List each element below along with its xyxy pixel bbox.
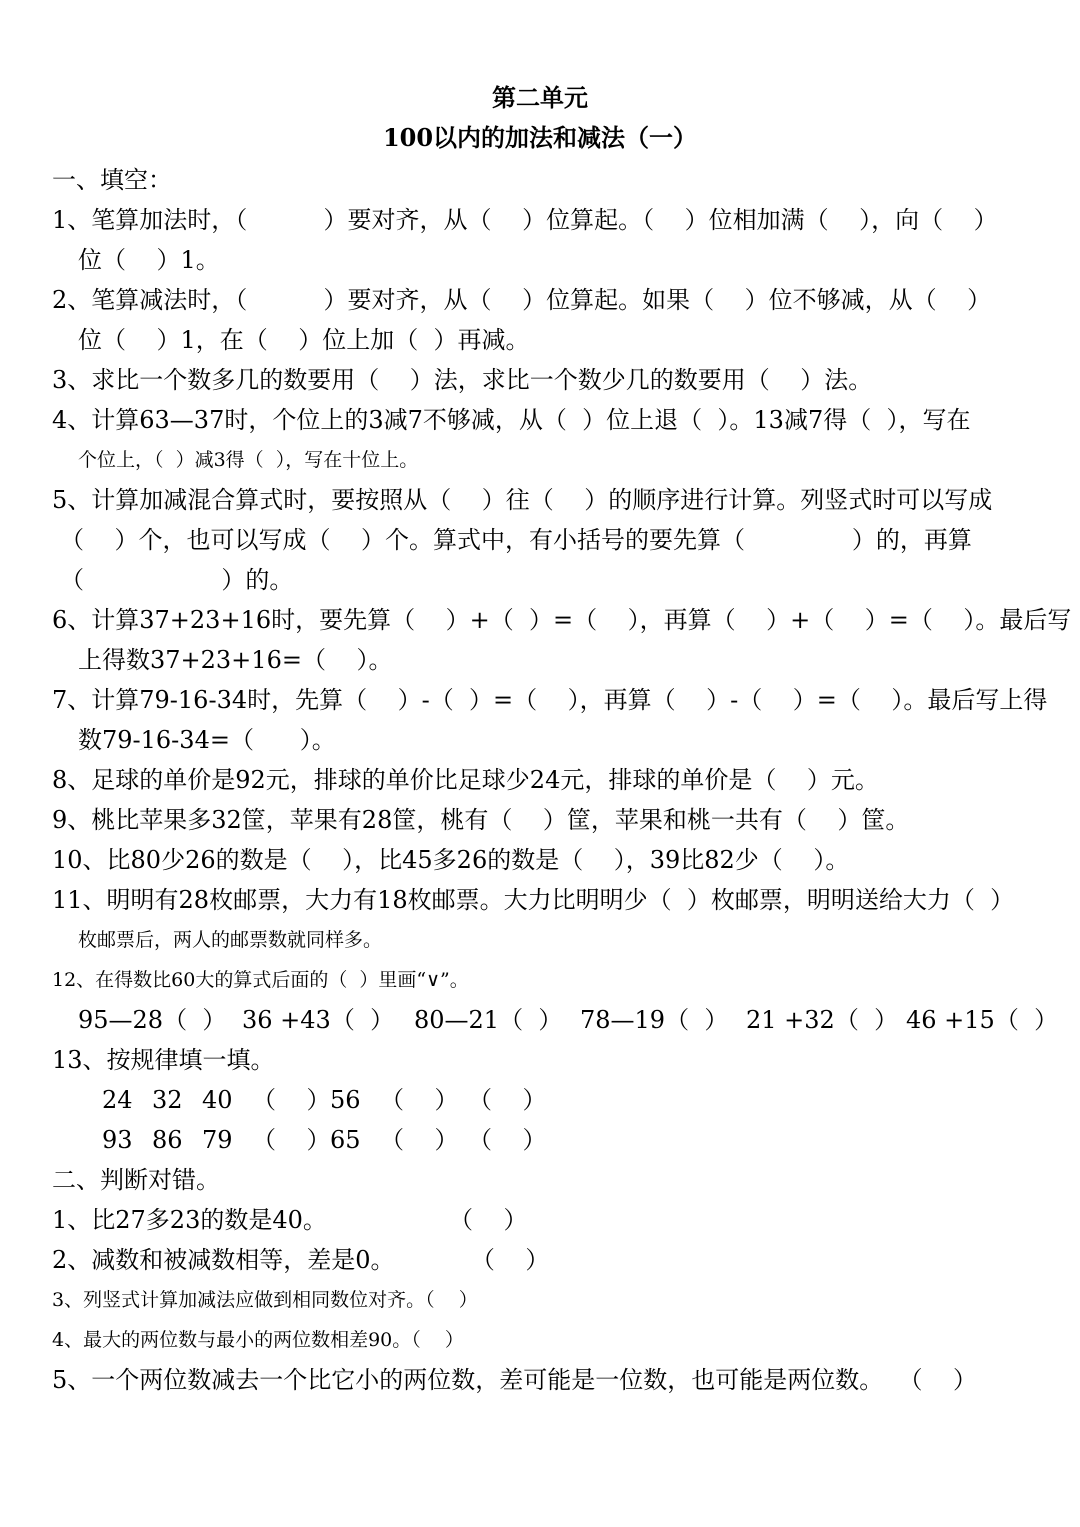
- sequence-blank: （ ）: [468, 1086, 547, 1114]
- question-2-line1: 2、笔算减法时，（ ）要对齐，从（ ）位算起。如果（ ）位不够减，从（ ）: [52, 286, 992, 314]
- question-12-expressions: [78, 1000, 1059, 1040]
- question-1-line1: 1、笔算加法时，（ ）要对齐，从（ ）位算起。（ ）位相加满（ ），向（ ）: [52, 206, 998, 234]
- sequence-blank: （ ）: [252, 1126, 331, 1154]
- judgement-item: 4、最大的两位数与最小的两位数相差90。（ ）: [52, 1329, 464, 1351]
- sequence-blank: （ ）: [380, 1126, 459, 1154]
- question-6-line2: 上得数37+23+16=（ ）。: [78, 646, 393, 674]
- sequence-blank: （ ）: [468, 1126, 547, 1154]
- judgement-item: 1、比27多23的数是40。 （ ）: [52, 1206, 528, 1234]
- question-3: 3、求比一个数多几的数要用（ ）法，求比一个数少几的数要用（ ）法。: [52, 366, 873, 394]
- sequence-value: 86: [152, 1126, 183, 1154]
- unit-heading: 第二单元: [492, 83, 588, 112]
- page-title: 100以内的加法和减法（一）: [382, 123, 698, 152]
- sequence-blank: （ ）: [252, 1086, 331, 1114]
- expression-item: 95—28（ ）: [78, 1006, 227, 1034]
- expression-item: 36 +43（ ）: [242, 1006, 395, 1034]
- expression-item: 46 +15（ ）: [906, 1006, 1059, 1034]
- expression-item: 80—21（ ）: [414, 1006, 563, 1034]
- sequence-row-2: [102, 1120, 602, 1160]
- question-10: 10、比80少26的数是（ ），比45多26的数是（ ），39比82少（ ）。: [52, 846, 850, 874]
- question-6-line1: 6、计算37+23+16时，要先算（ ）+（ ）=（ ），再算（ ）+（ ）=（ ）。最后写: [52, 606, 1072, 634]
- judgement-item: 2、减数和被减数相等，差是0。 （ ）: [52, 1246, 550, 1274]
- question-8: 8、足球的单价是92元，排球的单价比足球少24元，排球的单价是（ ）元。: [52, 766, 879, 794]
- sequence-value: 65: [330, 1126, 361, 1154]
- question-12-line1: 12、在得数比60大的算式后面的（ ）里画“∨”。: [52, 969, 469, 991]
- sequence-value: 56: [330, 1086, 361, 1114]
- sequence-value: 24: [102, 1086, 133, 1114]
- question-1-line2: 位（ ）1。: [78, 246, 220, 274]
- sequence-value: 40: [202, 1086, 233, 1114]
- sequence-value: 32: [152, 1086, 183, 1114]
- section2-heading: 二、判断对错。: [52, 1166, 220, 1194]
- question-5-line1: 5、计算加减混合算式时，要按照从（ ）往（ ）的顺序进行计算。列竖式时可以写成: [52, 486, 993, 514]
- question-5-line3: （ ）的。: [60, 566, 294, 594]
- sequence-row-1: [102, 1080, 602, 1120]
- sequence-blank: （ ）: [380, 1086, 459, 1114]
- question-5-line2: （ ）个，也可以写成（ ）个。算式中，有小括号的要先算（ ）的，再算: [60, 526, 972, 554]
- question-13-label: 13、按规律填一填。: [52, 1046, 275, 1074]
- question-4-line2: 个位上，（ ）减3得（ ），写在十位上。: [78, 449, 419, 471]
- question-4-line1: 4、计算63—37时，个位上的3减7不够减，从（ ）位上退（ ）。13减7得（ ），写在: [52, 406, 971, 434]
- judgement-item: 5、一个两位数减去一个比它小的两位数，差可能是一位数，也可能是两位数。 （ ）: [52, 1366, 978, 1394]
- sequence-value: 79: [202, 1126, 233, 1154]
- judgement-item: 3、列竖式计算加减法应做到相同数位对齐。（ ）: [52, 1289, 478, 1311]
- section1-heading: 一、填空：: [52, 166, 172, 194]
- sequence-value: 93: [102, 1126, 133, 1154]
- expression-item: 21 +32（ ）: [746, 1006, 899, 1034]
- question-9: 9、桃比苹果多32筐，苹果有28筐，桃有（ ）筐，苹果和桃一共有（ ）筐。: [52, 806, 910, 834]
- question-2-line2: 位（ ）1，在（ ）位上加（ ）再减。: [78, 326, 530, 354]
- question-7-line2: 数79-16-34=（ ）。: [78, 726, 336, 754]
- question-7-line1: 7、计算79-16-34时，先算（ ）-（ ）=（ ），再算（ ）-（ ）=（ ）。最后写上得: [52, 686, 1048, 714]
- expression-item: 78—19（ ）: [580, 1006, 729, 1034]
- question-11-line1: 11、明明有28枚邮票，大力有18枚邮票。大力比明明少（ ）枚邮票，明明送给大力（ ）: [52, 886, 1015, 914]
- question-11-line2: 枚邮票后，两人的邮票数就同样多。: [78, 929, 383, 951]
